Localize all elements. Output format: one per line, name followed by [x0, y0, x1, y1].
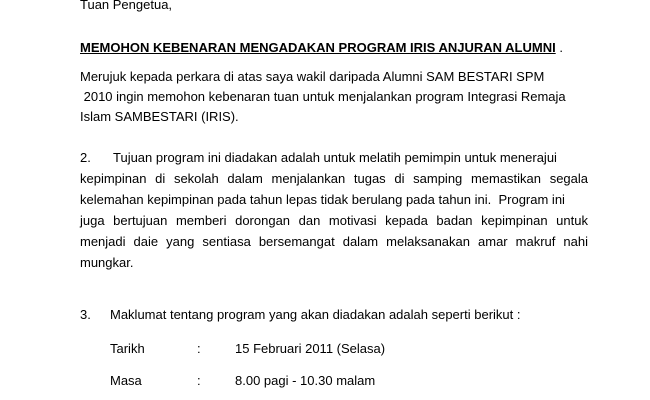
para1-line-2: 2010 ingin memohon kebenaran tuan untuk menjalankan program Integrasi Remaja	[80, 89, 566, 104]
detail-colon: :	[197, 341, 201, 356]
salutation: Tuan Pengetua,	[80, 0, 173, 12]
para2-line-6: mungkar.	[80, 255, 134, 270]
para2-line-3: kelemahan kepimpinan pada tahun lepas tidak berulang pada tahun ini. Program ini	[80, 192, 565, 207]
heading-title: MEMOHON KEBENARAN MENGADAKAN PROGRAM IRIS ANJURAN ALUMNI	[80, 40, 556, 55]
detail-value: 15 Februari 2011 (Selasa)	[235, 341, 386, 356]
para2-line-4: juga bertujuan memberi dorongan dan motivasi kepada badan kepimpinan untuk	[80, 213, 588, 228]
para2-number: 2.	[80, 150, 91, 165]
detail-colon: :	[197, 373, 201, 388]
para2-line-1: Tujuan program ini diadakan adalah untuk melatih pemimpin untuk menerajui	[113, 150, 557, 165]
para3-intro: Maklumat tentang program yang akan diadakan adalah seperti berikut :	[110, 307, 521, 322]
para2-line-2: kepimpinan di sekolah dalam menjalankan tugas di samping memastikan segala	[80, 171, 588, 186]
detail-label: Masa	[110, 373, 142, 388]
para1-line-1: Merujuk kepada perkara di atas saya wakil daripada Alumni SAM BESTARI SPM	[80, 69, 545, 84]
letter-heading	[80, 37, 563, 58]
heading-period: .	[559, 40, 563, 55]
detail-value: 8.00 pagi - 10.30 malam	[235, 373, 376, 388]
para1-line-3: Islam SAMBESTARI (IRIS).	[80, 109, 239, 124]
para3-number: 3.	[80, 307, 91, 322]
detail-label: Tarikh	[110, 341, 145, 356]
para2-line-5: menjadi daie yang sentiasa bersemangat dalam melaksanakan amar makruf nahi	[80, 234, 588, 249]
